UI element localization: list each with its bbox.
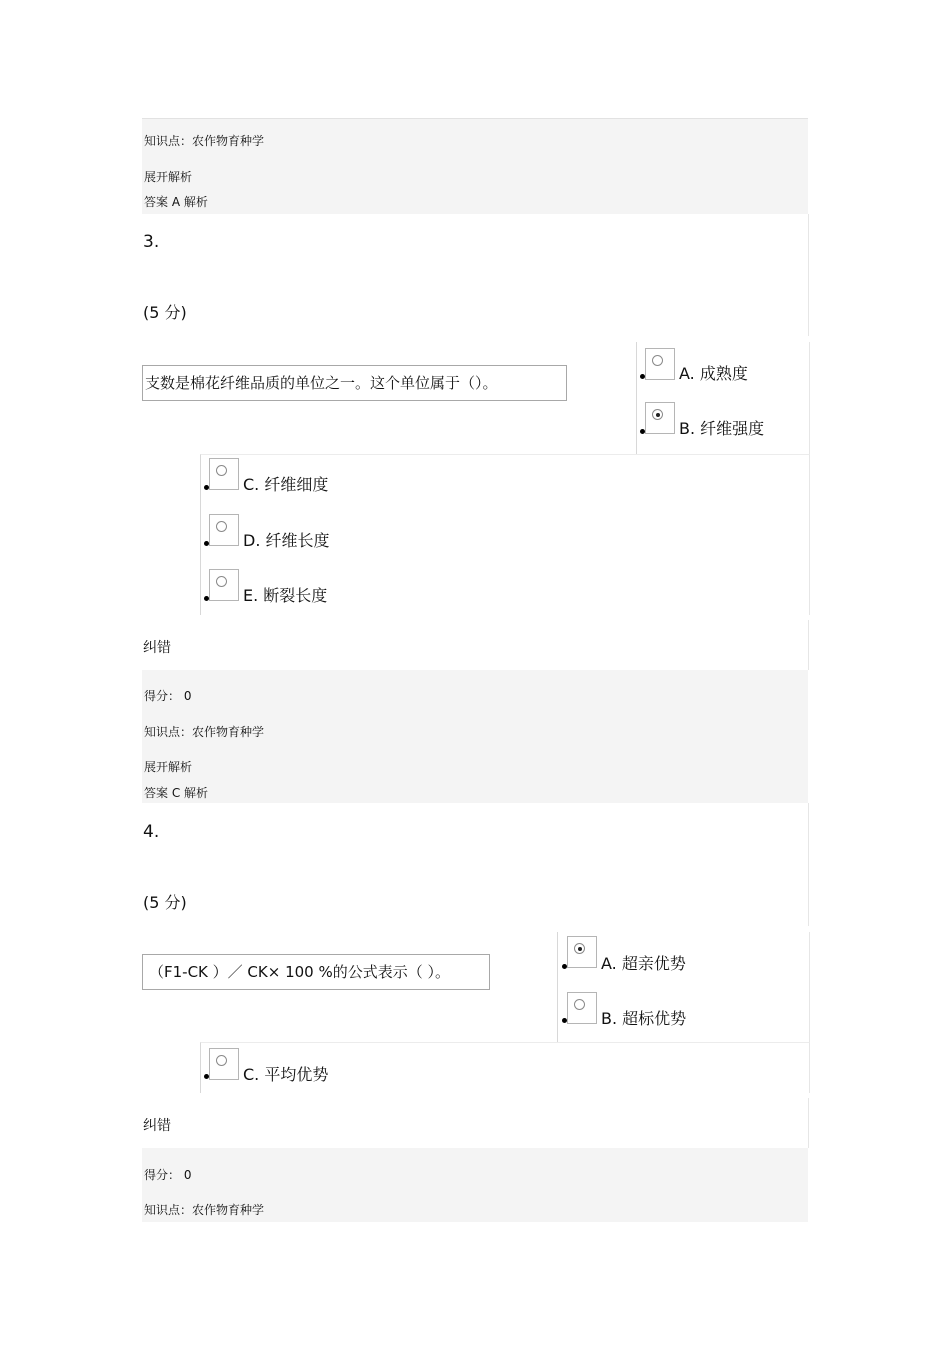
score-text: 得分： 0 xyxy=(144,1168,192,1182)
radio-selected-icon[interactable] xyxy=(574,943,585,954)
option-label: B. 纤维强度 xyxy=(679,419,765,438)
bullet-icon xyxy=(562,964,567,969)
radio-icon[interactable] xyxy=(216,1055,227,1066)
bullet-icon xyxy=(204,541,209,546)
radio-box[interactable] xyxy=(645,402,675,434)
radio-box[interactable] xyxy=(209,514,239,546)
radio-box[interactable] xyxy=(567,992,597,1024)
radio-box[interactable] xyxy=(209,1048,239,1080)
bullet-icon xyxy=(204,1074,209,1079)
question-points: (5 分) xyxy=(143,303,187,322)
expand-analysis-link[interactable]: 展开解析 xyxy=(144,760,193,774)
option-a[interactable] xyxy=(640,346,800,386)
option-a[interactable] xyxy=(562,936,722,976)
option-c[interactable] xyxy=(204,458,364,498)
radio-selected-icon[interactable] xyxy=(652,409,663,420)
question-number: 3. xyxy=(143,232,160,252)
correction-row xyxy=(142,620,809,670)
option-b[interactable] xyxy=(562,992,722,1032)
question-number: 4. xyxy=(143,822,160,842)
knowledge-point: 知识点：农作物育种学 xyxy=(144,1203,265,1217)
bullet-icon xyxy=(204,596,209,601)
radio-icon[interactable] xyxy=(216,465,227,476)
option-label: A. 超亲优势 xyxy=(601,954,686,973)
option-e[interactable] xyxy=(204,569,364,609)
option-b[interactable] xyxy=(640,402,805,442)
report-error-link[interactable]: 纠错 xyxy=(143,1118,171,1134)
question-stem: 支数是棉花纤维品质的单位之一。这个单位属于（）。 xyxy=(142,365,567,401)
answer-text: 答案 A 解析 xyxy=(144,195,208,209)
radio-icon[interactable] xyxy=(216,576,227,587)
radio-box[interactable] xyxy=(567,936,597,968)
radio-box[interactable] xyxy=(645,348,675,380)
analysis-panel xyxy=(142,118,808,215)
score-text: 得分： 0 xyxy=(144,689,192,703)
option-label: C. 平均优势 xyxy=(243,1065,329,1084)
bullet-icon xyxy=(562,1018,567,1023)
question-header xyxy=(142,214,809,336)
report-error-link[interactable]: 纠错 xyxy=(143,640,171,656)
answer-text: 答案 C 解析 xyxy=(144,786,209,800)
option-c[interactable] xyxy=(204,1048,364,1088)
question-stem: （F1-CK ）／ CK× 100 %的公式表示（ ）。 xyxy=(142,954,490,990)
radio-icon[interactable] xyxy=(574,999,585,1010)
radio-box[interactable] xyxy=(209,458,239,490)
expand-analysis-link[interactable]: 展开解析 xyxy=(144,170,193,184)
bullet-icon xyxy=(204,485,209,490)
correction-row xyxy=(142,1098,809,1148)
bullet-icon xyxy=(640,429,645,434)
radio-icon[interactable] xyxy=(216,521,227,532)
question-header xyxy=(142,803,809,926)
option-label: A. 成熟度 xyxy=(679,364,748,383)
knowledge-point: 知识点：农作物育种学 xyxy=(144,134,265,148)
radio-box[interactable] xyxy=(209,569,239,601)
question-points: (5 分) xyxy=(143,893,187,912)
option-label: D. 纤维长度 xyxy=(243,531,330,550)
knowledge-point: 知识点：农作物育种学 xyxy=(144,725,265,739)
option-label: C. 纤维细度 xyxy=(243,475,329,494)
radio-icon[interactable] xyxy=(652,355,663,366)
option-d[interactable] xyxy=(204,514,364,554)
option-label: B. 超标优势 xyxy=(601,1009,687,1028)
option-label: E. 断裂长度 xyxy=(243,586,328,605)
bullet-icon xyxy=(640,374,645,379)
